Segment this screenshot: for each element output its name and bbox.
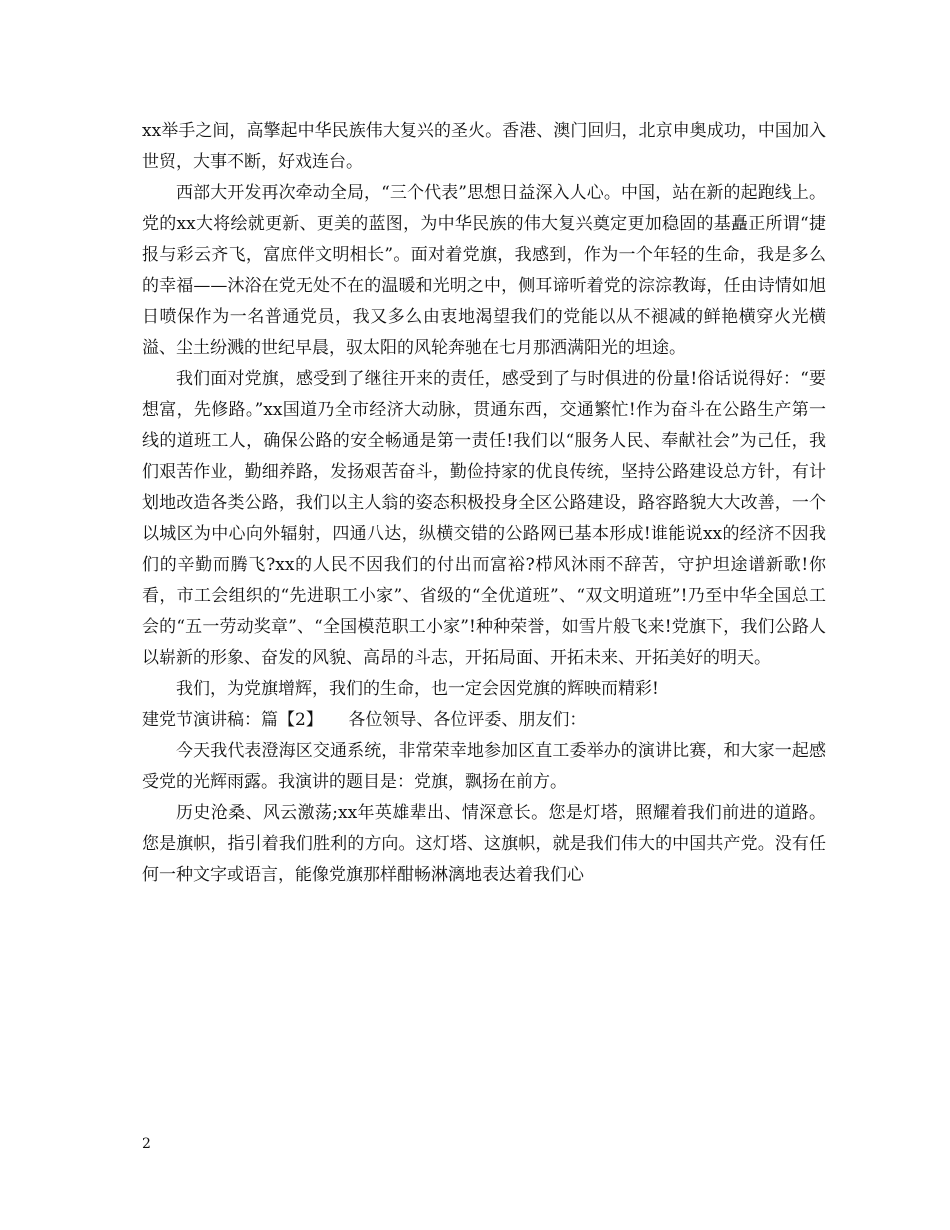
paragraph-6: 历史沧桑、风云激荡;xx年英雄辈出、情深意长。您是灯塔，照耀着我们前进的道路。您是旗帜，指引着我们胜利的方向。这灯塔、这旗帜，就是我们伟大的中国共产党。没有任何一种文字或语言，能像党旗那样酣畅淋漓地表达着我们心	[142, 803, 826, 885]
paragraph-3: 我们面对党旗，感受到了继往开来的责任，感受到了与时俱进的份量!俗话说得好：“要想富，先修路。”xx国道乃全市经济大动脉，贯通东西，交通繁忙!作为奋斗在公路生产第一线的道班工人，确保公路的安全畅通是第一责任!我们以“服务人民、奉献社会”为己任，我们艰苦作业，勤细养路，发扬艰苦奋斗，勤俭持家的优良传统，坚持公路建设总方针，有计划地改造各类公路，我们以主人翁的姿态积极投身全区公路建设，路容路貌大大改善，一个以城区为中心向外辐射，四通八达，纵横交错的公路网已基本形成!谁能说xx的经济不因我们的辛勤而腾飞?xx的人民不因我们的付出而富裕?栉风沐雨不辞苦，守护坦途谱新歌!你看，市工会组织的“先进职工小家”、省级的“全优道班”、“双文明道班”!乃至中华全国总工会的“五一劳动奖章”、“全国模范职工小家”!种种荣誉，如雪片般飞来!党旗下，我们公路人以崭新的形象、奋发的风貌、高昂的斗志，开拓局面、开拓未来、开拓美好的明天。	[142, 369, 826, 668]
section-heading: 建党节演讲稿：篇【2】 各位领导、各位评委、朋友们：	[142, 710, 587, 730]
paragraph-2: 西部大开发再次牵动全局，“三个代表”思想日益深入人心。中国，站在新的起跑线上。党的xx大将绘就更新、更美的蓝图，为中华民族的伟大复兴奠定更加稳固的基矗正所谓“捷报与彩云齐飞，富庶伴文明相长”。面对着党旗，我感到，作为一个年轻的生命，我是多么的幸福——沐浴在党无处不在的温暖和光明之中，侧耳谛听着党的淙淙教诲，任由诗情如旭日喷保作为一名普通党员，我又多么由衷地渴望我们的党能以从不褪减的鲜艳横穿火光横溢、尘土纷溅的世纪早晨，驭太阳的风轮奔驰在七月那洒满阳光的坦途。	[142, 183, 826, 358]
paragraph-5: 今天我代表澄海区交通系统，非常荣幸地参加区直工委举办的演讲比赛，和大家一起感受党的光辉雨露。我演讲的题目是：党旗，飘扬在前方。	[142, 741, 826, 792]
page-number: 2	[142, 1136, 151, 1152]
document-body	[142, 116, 826, 891]
paragraph-1: xx举手之间，高擎起中华民族伟大复兴的圣火。香港、澳门回归，北京申奥成功，中国加入世贸，大事不断，好戏连台。	[142, 121, 826, 172]
paragraph-4: 我们，为党旗增辉，我们的生命，也一定会因党旗的辉映而精彩!	[176, 679, 659, 699]
